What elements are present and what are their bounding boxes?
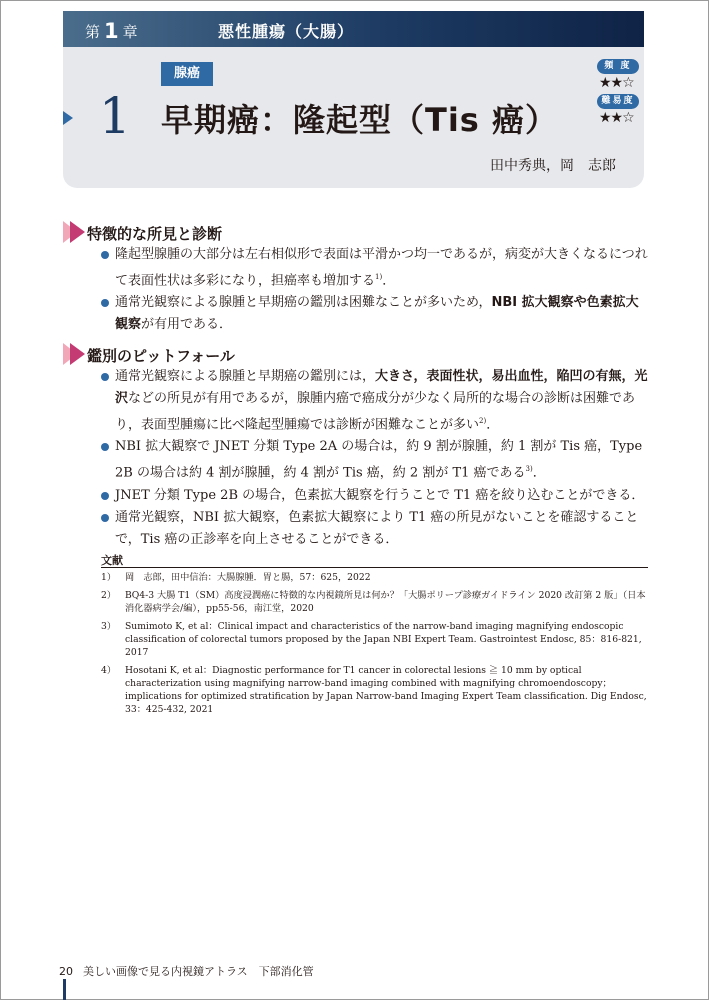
section-heading-text: 特徴的な所見と診断 [87, 225, 223, 243]
difficulty-stars: ★★☆ [599, 110, 634, 126]
text-run: 隆起型腺腫の大部分は左右相似形で表面は平滑かつ均一であるが，病変が大きくなるにつれて表面性状は多彩になり，担癌率も増加する [115, 247, 648, 289]
reference-item [101, 571, 648, 584]
reference-number: 4） [101, 665, 117, 676]
page-title: 早期癌：隆起型（Tis 癌） [161, 101, 558, 139]
authors: 田中秀典，岡 志郎 [490, 158, 616, 174]
text-run: 通常光観察による腺腫と早期癌の鑑別は困難なことが多いため， [115, 295, 492, 311]
frequency-stars: ★★☆ [599, 75, 634, 91]
chapter-number: 1 [104, 19, 120, 43]
section-number: 1 [99, 87, 131, 145]
text-run: ． [382, 273, 396, 289]
findings-list [101, 244, 648, 336]
text-run: などの所見が有用であるが，腺腫内癌で癌成分が少なく局所的な場合の診断は困難であり，表面型腫瘍に比べ隆起型腫瘍では診断が困難なことが多い [115, 391, 636, 433]
list-item [101, 244, 648, 292]
text-run: NBI 拡大観察や色素拡大観察 [115, 295, 639, 333]
title-box [63, 47, 644, 188]
reference-text: 岡 志郎，田中信治：大腸腺腫．胃と腸，57：625，2022 [125, 572, 371, 583]
text-run: ． [532, 465, 546, 481]
difficulty-label: 難易度 [597, 94, 639, 109]
book-title: 美しい画像で見る内視鏡アトラス 下部消化管 [83, 965, 314, 978]
references-list [101, 571, 648, 721]
list-item [101, 485, 648, 507]
frequency-label: 頻 度 [597, 59, 639, 74]
footer-accent-bar [63, 979, 66, 1000]
reference-number: 1） [101, 572, 117, 583]
text-run: 大きさ，表面性状，易出血性，陥凹の有無，光沢 [115, 369, 648, 406]
reference-text: Hosotani K, et al：Diagnostic performance for T1 cancer in colorectal lesions ≧ 10 mm by optical characterization using magnifying narrow-band imaging combined with magnifying chromoendoscopy；implications for optimized stratification by Japan Narrow-band Imaging Expert Team classification. Dig Endosc, 33：425-432, 2021 [125, 665, 647, 715]
text-run: ． [486, 417, 500, 433]
references-divider [101, 567, 648, 568]
references-heading: 文献 [101, 554, 123, 567]
page-footer [59, 963, 314, 979]
reference-item [101, 589, 648, 615]
text-run: JNET 分類 Type 2B の場合，色素拡大観察を行うことで T1 癌を絞り込むことができる． [115, 487, 645, 503]
section-marker-icon [63, 111, 73, 125]
citation-marker: 2) [479, 417, 487, 425]
page-number: 20 [59, 965, 73, 978]
list-item [101, 507, 648, 551]
chapter-label [85, 18, 139, 42]
heading-marker-icon [63, 220, 87, 244]
reference-item [101, 620, 648, 659]
reference-number: 3） [101, 621, 117, 632]
pitfalls-list [101, 366, 648, 551]
list-item [101, 366, 648, 436]
reference-item [101, 664, 648, 716]
text-run: 通常光観察による腺腫と早期癌の鑑別には， [115, 369, 376, 384]
chapter-prefix: 第 [85, 23, 102, 41]
citation-marker: 3) [525, 465, 533, 474]
list-item [101, 436, 648, 484]
text-run: が有用である． [141, 317, 233, 333]
chapter-title: 悪性腫瘍（大腸） [218, 22, 355, 41]
rating-panel [595, 59, 641, 129]
text-run: 通常光観察，NBI 拡大観察，色素拡大観察により T1 癌の所見がないことを確認することで，Tis 癌の正診率を向上させることができる． [115, 509, 639, 547]
section-heading-text: 鑑別のピットフォール [87, 347, 235, 365]
chapter-suffix: 章 [122, 23, 139, 41]
reference-text: Sumimoto K, et al：Clinical impact and characteristics of the narrow-band imaging magnifying endoscopic classification of colorectal tumors proposed by the Japan NBI Expert Team. Gastrointest Endosc, 85：816-821, 2017 [125, 621, 642, 658]
chapter-header-bar [63, 11, 644, 47]
reference-text: BQ4-3 大腸 T1（SM）高度浸潤癌に特徴的な内視鏡所見は何か？「大腸ポリープ診療ガイドライン 2020 改訂第 2 版」（日本消化器病学会/編），pp55-56，南江堂，2020 [125, 590, 646, 614]
text-run: NBI 拡大観察で JNET 分類 Type 2A の場合は，約 9 割が腺腫，約 1 割が Tis 癌，Type 2B の場合は約 4 割が腺腫，約 4 割が Tis 癌，約 2 割が T1 癌である [115, 439, 643, 481]
reference-number: 2） [101, 590, 117, 601]
category-tag: 腺癌 [161, 62, 213, 86]
heading-marker-icon [63, 342, 87, 366]
list-item [101, 292, 648, 336]
citation-marker: 1) [375, 273, 383, 281]
